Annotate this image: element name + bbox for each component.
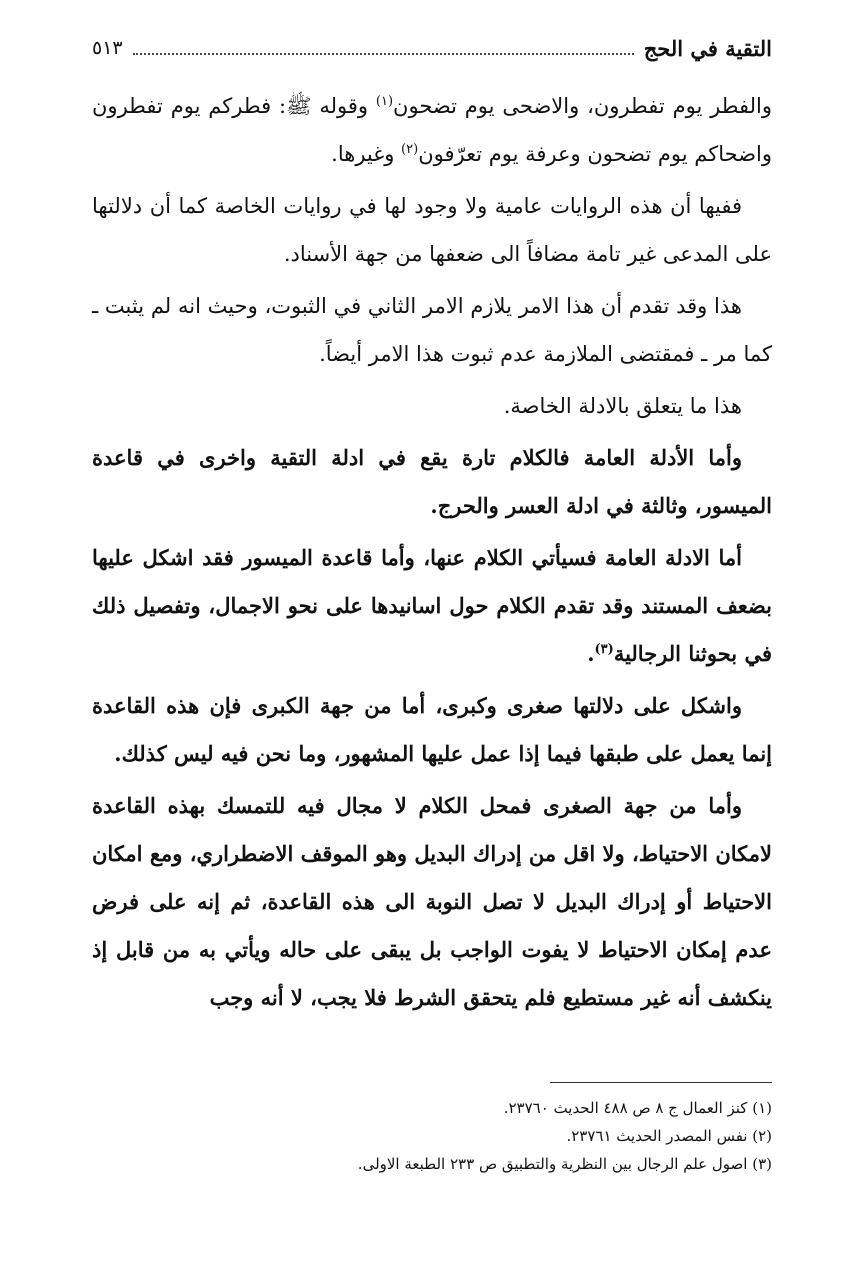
paragraph-text: وقوله ﷺ: فطركم يوم تفطرون واضحاكم يوم تضحون وعرفة يوم تعرّفون <box>92 94 772 166</box>
paragraph-text: والفطر يوم تفطرون، والاضحى يوم تضحون <box>393 94 772 118</box>
footnote-divider <box>550 1082 772 1083</box>
paragraph: هذا وقد تقدم أن هذا الامر يلازم الامر الثاني في الثبوت، وحيث انه لم يثبت ـ كما مر ـ فمقتضى الملازمة عدم ثبوت هذا الامر أيضاً. <box>92 294 772 366</box>
footnote: (٣) اصول علم الرجال بين النظرية والتطبيق ص ٢٣٣ الطبعة الاولى. <box>357 1155 772 1173</box>
paragraph <box>92 82 772 178</box>
running-header <box>92 28 772 68</box>
chapter-title: التقية في الحج <box>643 35 772 61</box>
footnote-ref: (١) <box>375 94 394 109</box>
paragraph-text: . <box>587 641 595 666</box>
footnote: (١) كنز العمال ج ٨ ص ٤٨٨ الحديث ٢٣٧٦٠. <box>503 1099 772 1117</box>
footnote-ref: (٢) <box>401 142 419 157</box>
paragraph: ففيها أن هذه الروايات عامية ولا وجود لها في روايات الخاصة كما أن دلالتها على المدعى غير تامة مضافاً الى ضعفها من جهة الأسناد. <box>92 194 772 266</box>
paragraph-text: أما الادلة العامة فسيأتي الكلام عنها، وأما قاعدة الميسور فقد اشكل عليها بضعف المستند وقد تقدم الكلام حول اسانيدها على نحو الاجمال، وتفصيل ذلك في بحوثنا الرجالية <box>92 545 772 666</box>
paragraph <box>92 534 772 678</box>
paragraph: هذا ما يتعلق بالادلة الخاصة. <box>503 394 742 418</box>
footnote: (٢) نفس المصدر الحديث ٢٣٧٦١. <box>566 1127 772 1145</box>
paragraph: وأما من جهة الصغرى فمحل الكلام لا مجال فيه للتمسك بهذه القاعدة لامكان الاحتياط، ولا اقل من إدراك البديل وهو الموقف الاضطراري، ومع امكان الاحتياط أو إدراك البديل لا تصل النوبة الى هذه القاعدة، ثم إنه على فرض عدم إمكان الاحتياط لا يفوت الواجب بل يبقى على حاله ويأتي به من قابل إذ ينكشف أنه غير مستطيع فلم يتحقق الشرط فلا يجب، لا أنه وجب <box>92 793 772 1010</box>
header-dot-leader <box>133 53 634 55</box>
paragraph-text: وغيرها. <box>331 142 402 166</box>
paragraph: وأما الأدلة العامة فالكلام تارة يقع في ادلة التقية واخرى في قاعدة الميسور، وثالثة في ادلة العسر والحرج. <box>92 445 772 518</box>
page-number: ٥١٣ <box>92 37 123 59</box>
footnotes <box>92 1094 772 1178</box>
paragraph: واشكل على دلالتها صغرى وكبرى، أما من جهة الكبرى فإن هذه القاعدة إنما يعمل على طبقها فيما إذا عمل عليها المشهور، وما نحن فيه ليس كذلك. <box>92 693 772 766</box>
footnote-ref: (٣) <box>594 642 614 657</box>
body-text <box>92 82 772 1026</box>
